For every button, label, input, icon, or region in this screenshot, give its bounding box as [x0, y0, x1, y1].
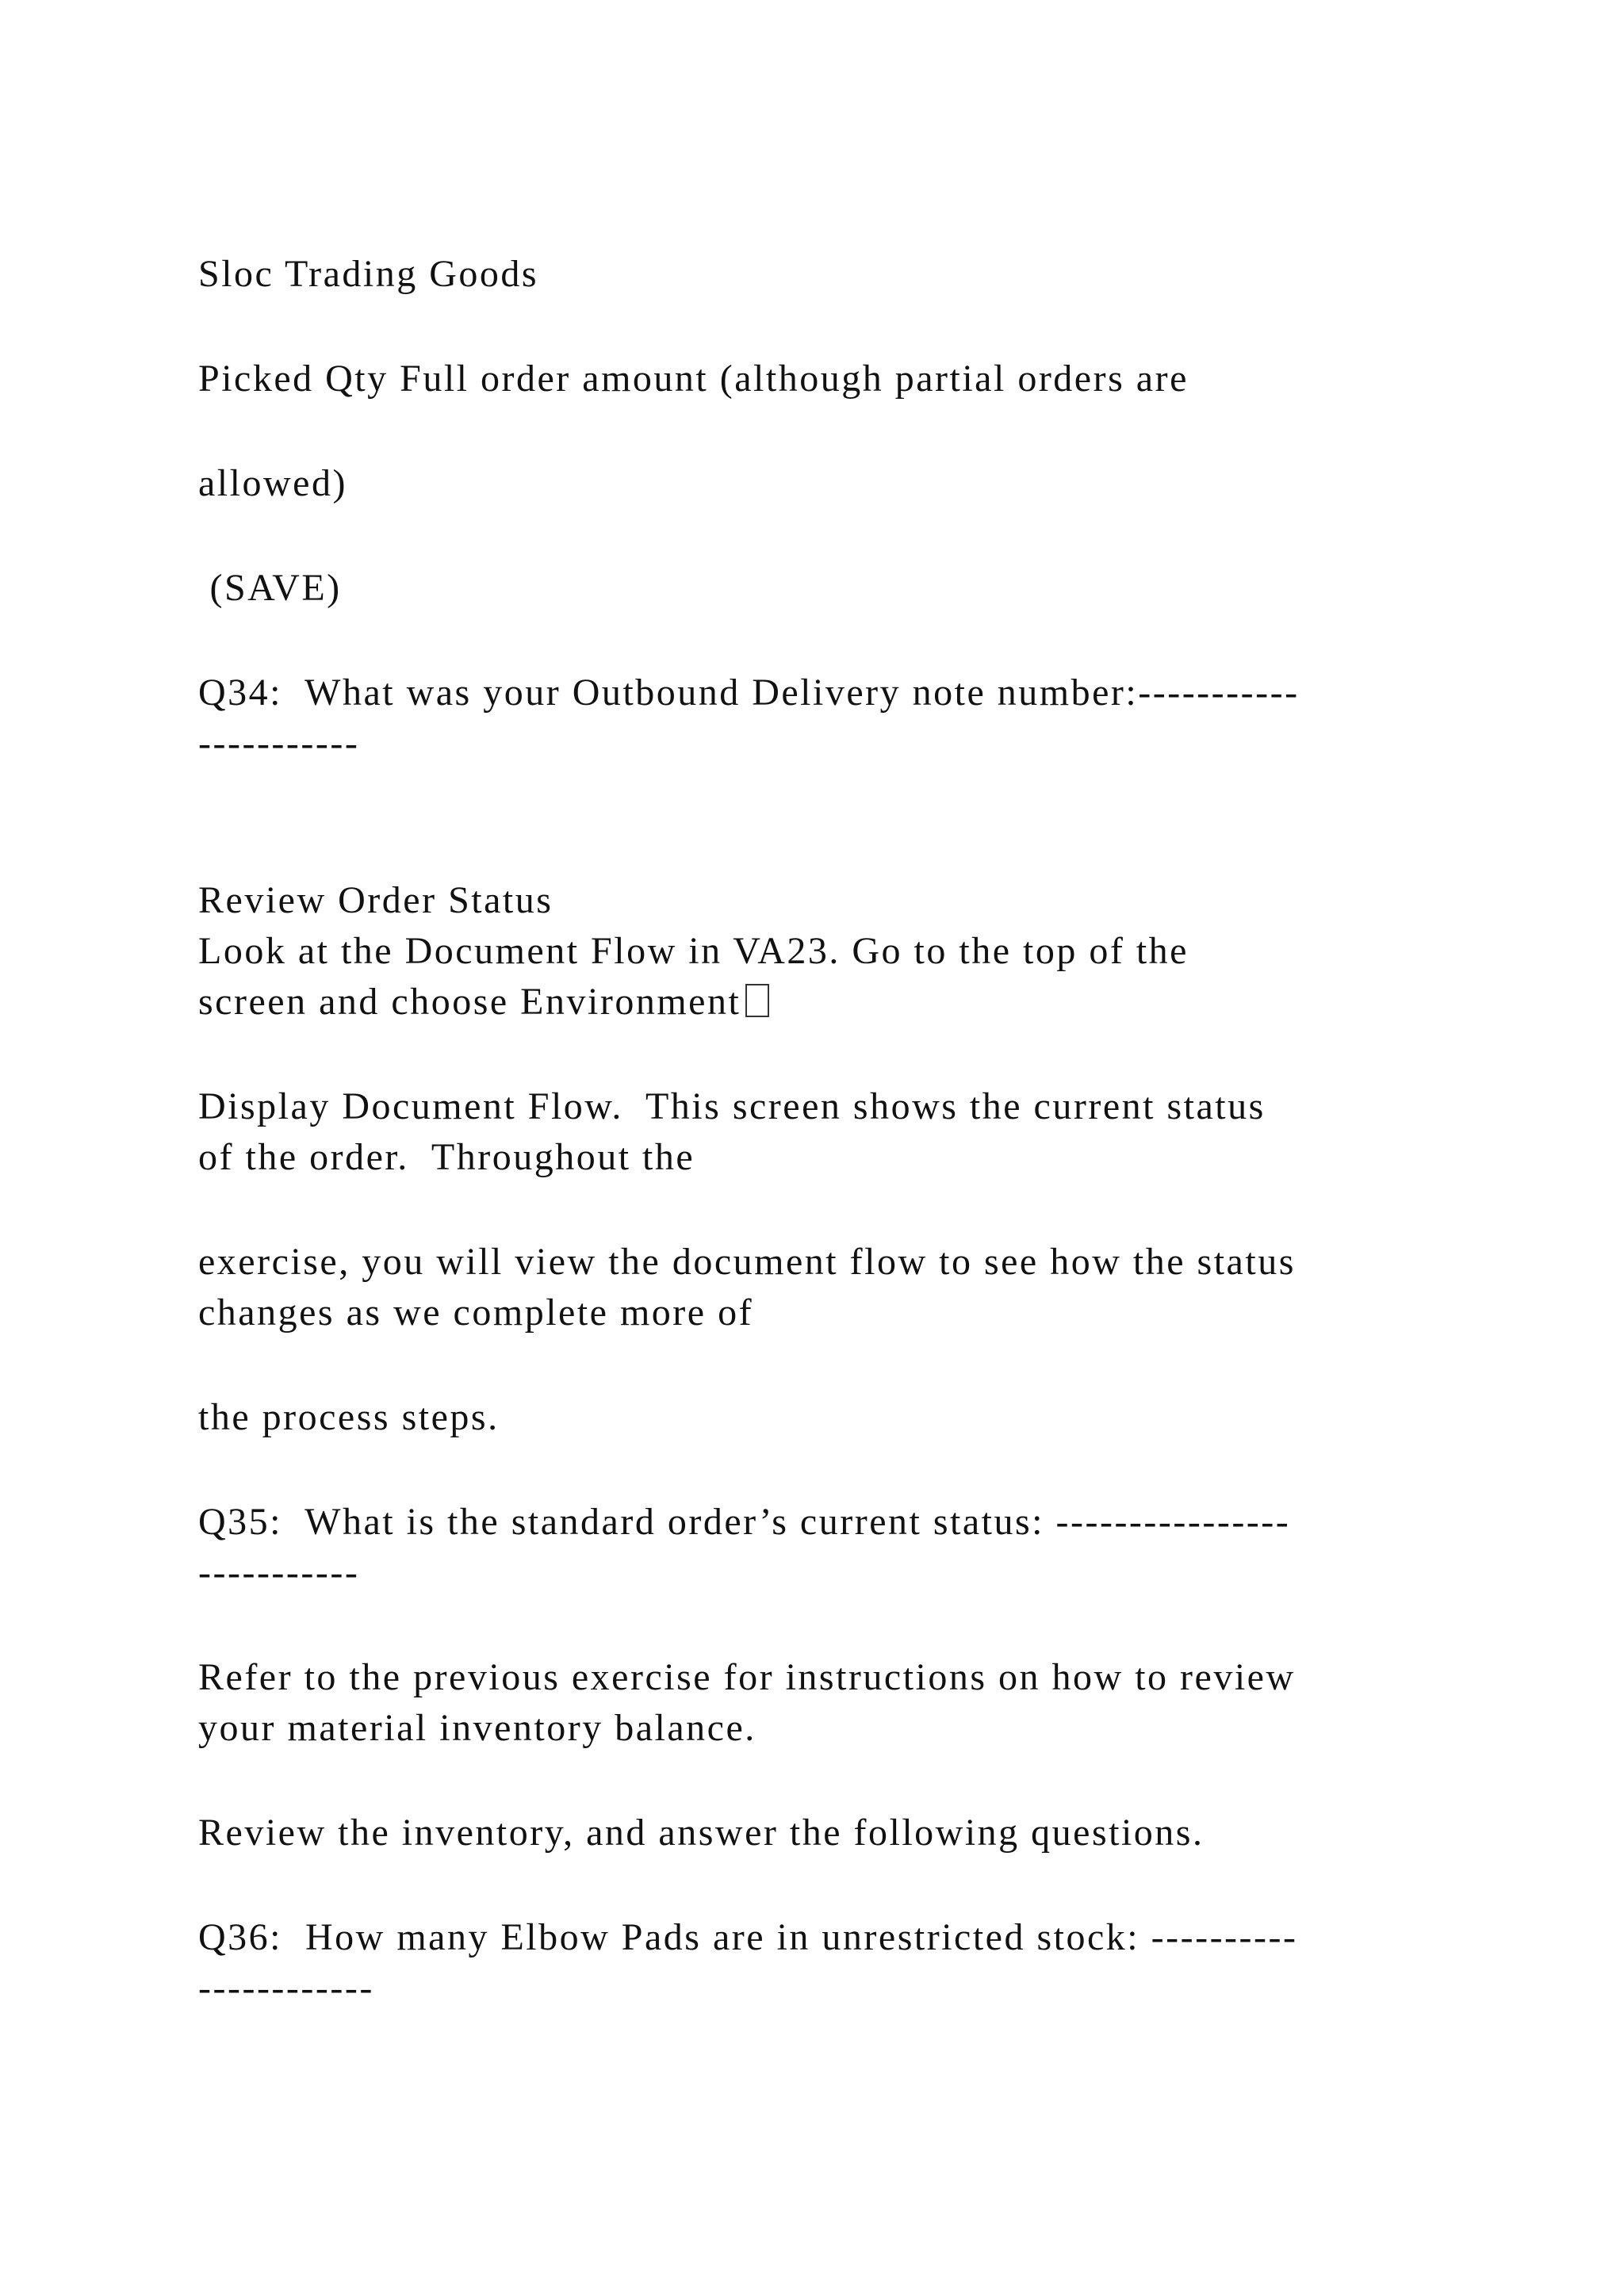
missing-glyph-box-icon: [745, 984, 769, 1017]
answer-blank-q35: -----------: [198, 1552, 360, 1594]
text-line-sloc: Sloc Trading Goods: [198, 253, 539, 295]
text-line-environment: [198, 977, 769, 1027]
question-q36: Q36: How many Elbow Pads are in unrestricted stock: ----------: [198, 1916, 1298, 1958]
question-q34: Q34: What was your Outbound Delivery note number:-----------: [198, 672, 1300, 714]
text-line-save: (SAVE): [198, 567, 342, 609]
text-line-review-inventory: Review the inventory, and answer the following questions.: [198, 1812, 1205, 1854]
text-line-picked-qty: Picked Qty Full order amount (although partial orders are: [198, 358, 1189, 400]
text-line-display-document-flow: Display Document Flow. This screen shows the current status: [198, 1085, 1266, 1127]
text-line-of-the-order: of the order. Throughout the: [198, 1136, 695, 1178]
text-line-environment-label: screen and choose Environment: [198, 981, 741, 1023]
answer-blank-q34: -----------: [198, 722, 360, 764]
section-heading-review-order-status: Review Order Status: [198, 879, 553, 921]
text-line-document-flow: Look at the Document Flow in VA23. Go to the top of the: [198, 930, 1189, 972]
text-line-inventory-balance: your material inventory balance.: [198, 1707, 756, 1749]
text-line-changes: changes as we complete more of: [198, 1292, 754, 1334]
answer-blank-q36: ------------: [198, 1967, 374, 2009]
text-line-refer-previous: Refer to the previous exercise for instructions on how to review: [198, 1656, 1296, 1698]
text-line-process-steps: the process steps.: [198, 1396, 500, 1438]
text-line-exercise: exercise, you will view the document flow to see how the status: [198, 1241, 1296, 1283]
question-q35: Q35: What is the standard order’s current status: ----------------: [198, 1501, 1291, 1543]
text-line-allowed: allowed): [198, 462, 347, 504]
